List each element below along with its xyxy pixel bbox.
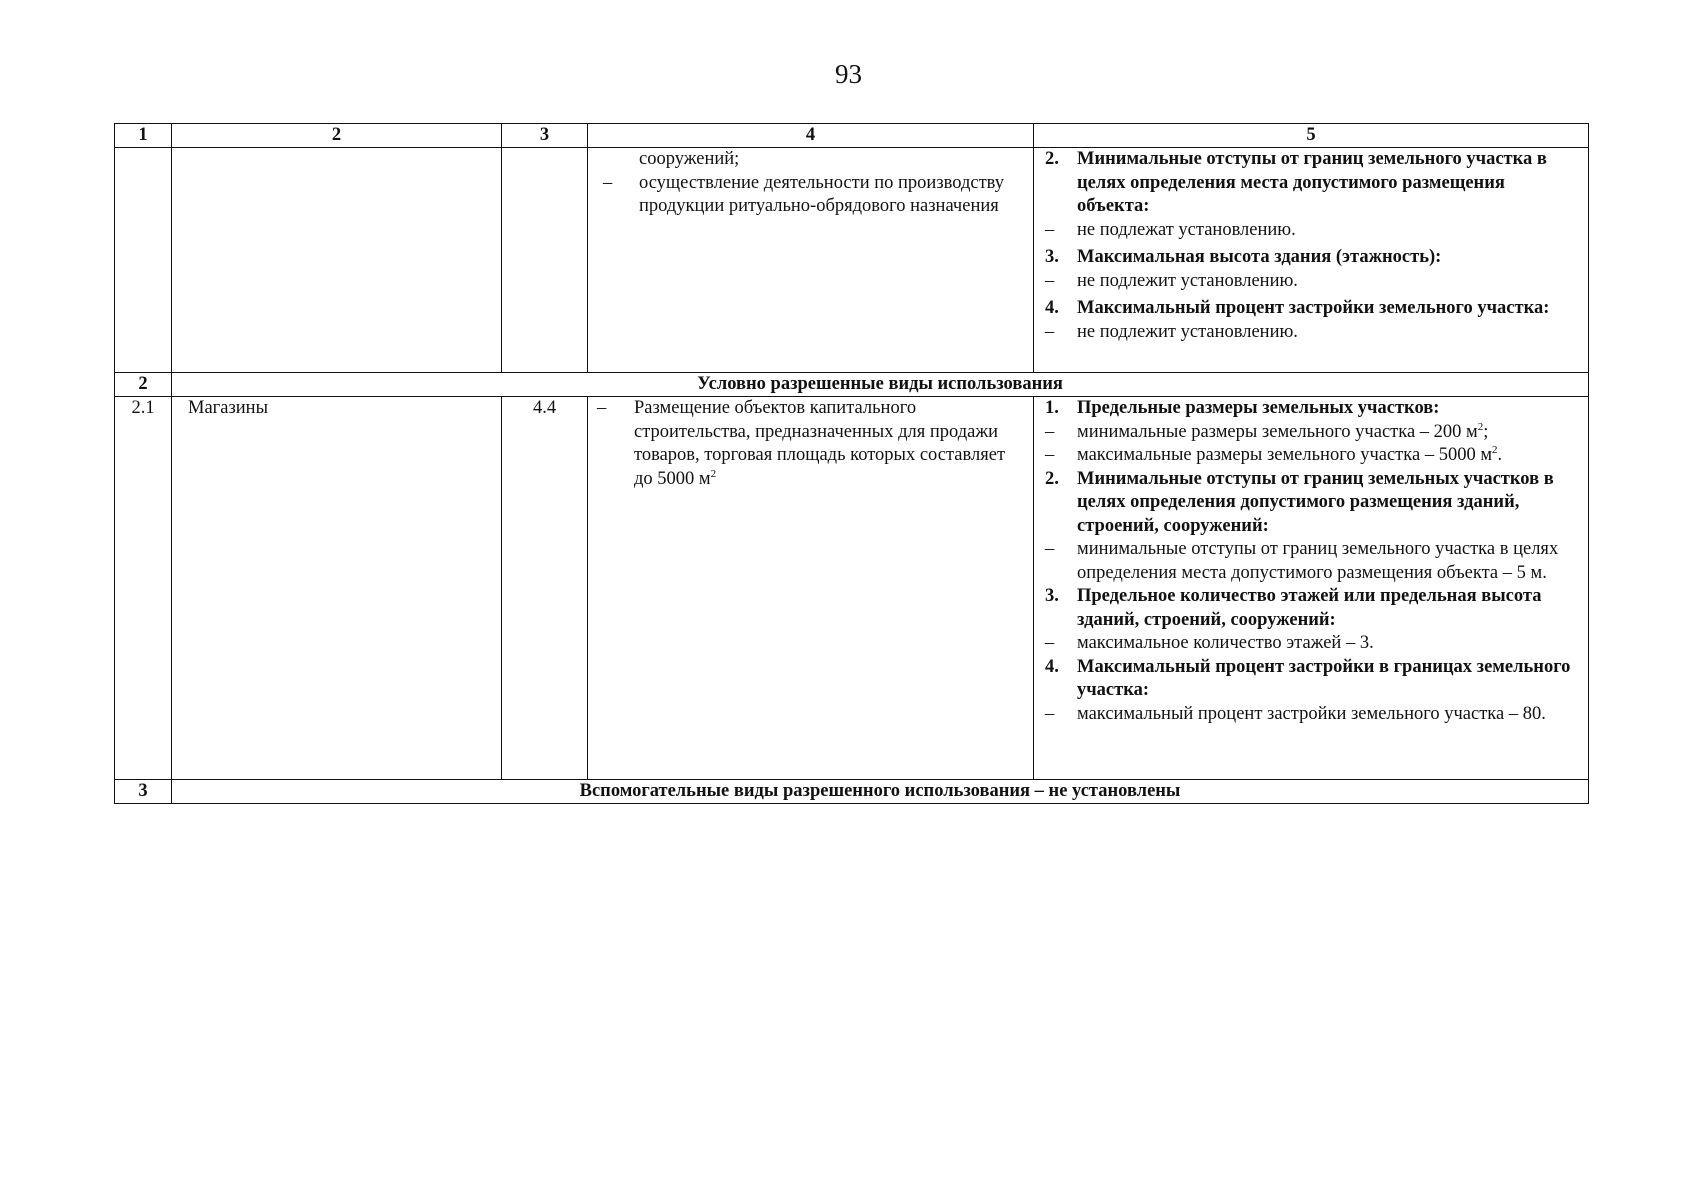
cell-name: [172, 148, 502, 373]
cell-code: [502, 148, 588, 373]
cell-name: Магазины: [172, 397, 502, 780]
list-item: 3. Предельное количество этажей или предельная высота зданий, строений, сооружений:: [1045, 586, 1542, 630]
list-item: – минимальные размеры земельного участка – 200 $м^2$;: [1045, 420, 1489, 442]
column-header: 4: [588, 124, 1034, 148]
list-item: – максимальный процент застройки земельного участка – 80.: [1045, 703, 1546, 724]
cell-num: 2.1: [115, 397, 172, 780]
regulations-table: [114, 123, 1589, 804]
cell-description: [588, 148, 1034, 373]
cell-description: [588, 397, 1034, 780]
list-item: 4. Максимальный процент застройки земельного участка:: [1045, 298, 1550, 318]
column-header: 1: [115, 124, 172, 148]
section-title: Условно разрешенные виды использования: [172, 373, 1589, 397]
section-row: [115, 373, 1589, 397]
section-number: 2: [115, 373, 172, 397]
section-row: [115, 780, 1589, 804]
column-header: 2: [172, 124, 502, 148]
column-header: 5: [1034, 124, 1589, 148]
section-title: Вспомогательные виды разрешенного использования – не установлены: [172, 780, 1589, 804]
cell-parameters: [1034, 397, 1589, 780]
page-number: 93: [835, 59, 862, 89]
bullet-dash: –: [603, 172, 613, 193]
list-item: 4. Максимальный процент застройки в границах земельного участка:: [1045, 656, 1571, 700]
list-item: – максимальное количество этажей – 3.: [1045, 633, 1374, 653]
list-item: – не подлежит установлению.: [1045, 321, 1298, 342]
list-item: – осуществление деятельности по производству продукции ритуально-обрядового назначения: [594, 172, 1027, 219]
table-header-row: [115, 124, 1589, 148]
column-header: 3: [502, 124, 588, 148]
table-row-continuation: [115, 148, 1589, 373]
cell-parameters: [1034, 148, 1589, 373]
table-row: [115, 397, 1589, 780]
list-item: – Размещение объектов капитального строительства, предназначенных для продажи товаров, торговая площадь которых составляет до 5000 $м^2$: [594, 397, 1027, 491]
list-item: – не подлежат установлению.: [1045, 219, 1296, 240]
section-number: 3: [115, 780, 172, 804]
list-item: – не подлежит установлению.: [1045, 270, 1298, 291]
cell-num: [115, 148, 172, 373]
bullet-dash: –: [597, 398, 607, 418]
list-item: 1. Предельные размеры земельных участков:: [1045, 398, 1440, 418]
list-item: – максимальные размеры земельного участка – 5000 $м^2$.: [1045, 443, 1503, 465]
list-item: сооружений;: [639, 149, 740, 169]
list-item: 2. Минимальные отступы от границ земельных участков в целях определения допустимого размещения зданий, строений, сооружений:: [1045, 468, 1554, 536]
cell-code: 4.4: [502, 397, 588, 780]
list-item: – минимальные отступы от границ земельного участка в целях определения места допустимого размещения объекта – 5 м.: [1045, 539, 1559, 583]
list-item: 3. Максимальная высота здания (этажность):: [1045, 247, 1442, 267]
list-item: 2. Минимальные отступы от границ земельного участка в целях определения места допустимого размещения объекта:: [1045, 149, 1547, 216]
